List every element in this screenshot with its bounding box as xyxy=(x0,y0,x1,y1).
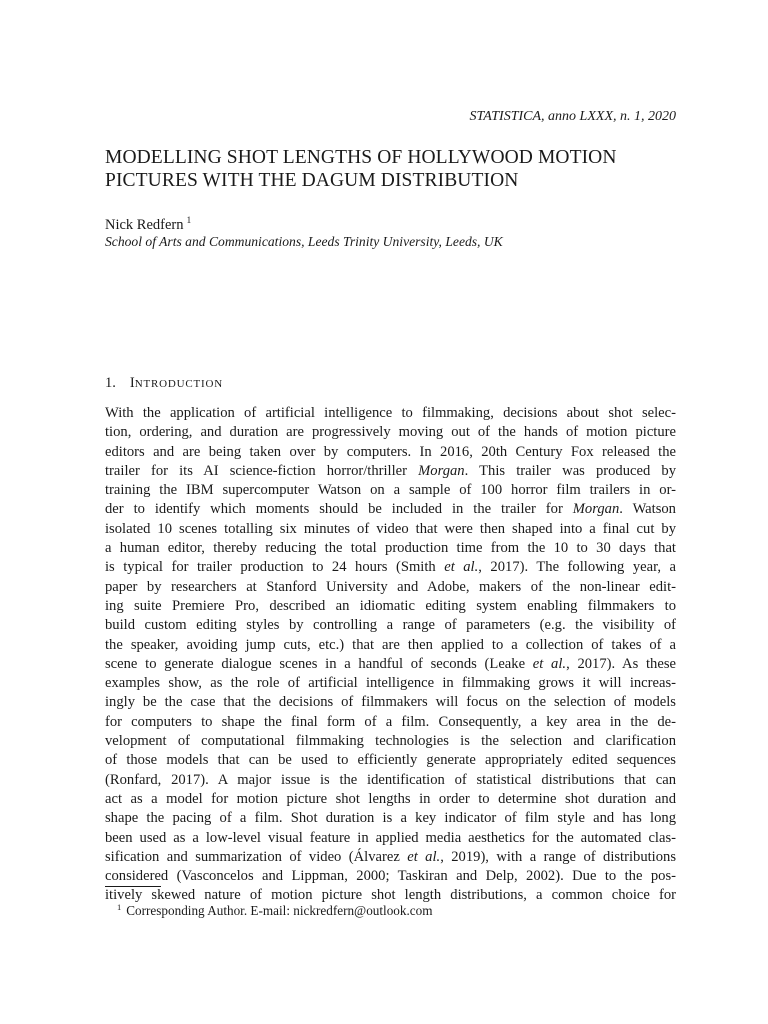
author-name: Nick Redfern xyxy=(105,217,184,233)
body-line xyxy=(105,655,676,674)
body-text-segment: der to identify which moments should be included in the trailer for xyxy=(105,501,573,518)
section-heading xyxy=(105,374,223,393)
body-line: ing suite Premiere Pro, described an idiomatic editing system enabling filmmakers to xyxy=(105,597,676,614)
body-line xyxy=(105,462,676,481)
italic-text: et al. xyxy=(407,848,441,865)
body-paragraph xyxy=(105,404,676,906)
journal-header: STATISTICA, anno LXXX, n. 1, 2020 xyxy=(469,109,676,124)
body-text-segment: is typical for trailer production to 24 hours (Smith xyxy=(105,559,445,576)
body-line: (Ronfard, 2017). A major issue is the identification of statistical distributions that can xyxy=(105,771,676,788)
body-line: been used as a low-level visual feature in applied media aesthetics for the automated clas- xyxy=(105,829,676,846)
body-line: training the IBM supercomputer Watson on a sample of 100 horror film trailers in or- xyxy=(105,482,676,499)
body-line: With the application of artificial intelligence to filmmaking, decisions about shot selec- xyxy=(105,405,676,421)
body-text-segment: , 2017). The following year, a xyxy=(478,559,676,576)
body-line: a human editor, thereby reducing the total production time from the 10 to 30 days that xyxy=(105,540,676,557)
italic-text: Morgan xyxy=(418,462,465,479)
body-line: examples show, as the role of artificial intelligence in filmmaking grows it will increas- xyxy=(105,675,676,692)
body-line: isolated 10 scenes totalling six minutes of video that were then shaped into a final cut by xyxy=(105,520,676,537)
body-line: act as a model for motion picture shot lengths in order to determine shot duration and xyxy=(105,790,676,807)
body-line: velopment of computational filmmaking technologies is the selection and clarification xyxy=(105,733,676,750)
title-line-1: MODELLING SHOT LENGTHS OF HOLLYWOOD MOTION xyxy=(105,147,617,168)
body-line xyxy=(105,558,676,577)
body-text-segment: . This trailer was produced by xyxy=(464,462,676,479)
body-line: build custom editing styles by controlling a range of parameters (e.g. the visibility of xyxy=(105,617,676,634)
section-title-initial: I xyxy=(129,375,135,391)
footnote-text: Corresponding Author. E-mail: nickredfern@outlook.com xyxy=(126,903,433,918)
body-line: paper by researchers at Stanford University and Adobe, makers of the non-linear edit- xyxy=(105,578,676,595)
body-line: tion, ordering, and duration are progressively moving out of the hands of motion picture xyxy=(105,424,676,441)
body-line: for computers to shape the final form of a film. Consequently, a key area in the de- xyxy=(105,713,676,730)
body-text-segment: , 2017). As these xyxy=(566,655,676,672)
title-line-2: PICTURES WITH THE DAGUM DISTRIBUTION xyxy=(105,170,519,191)
body-text-segment: scene to generate dialogue scenes in a handful of seconds (Leake xyxy=(105,655,533,672)
body-line xyxy=(105,848,676,867)
body-text-segment: , 2019), with a range of distributions xyxy=(440,848,676,865)
body-line: ingly be the case that the decisions of filmmakers will focus on the selection of models xyxy=(105,694,676,711)
section-number: 1. xyxy=(105,375,116,391)
body-line: considered (Vasconcelos and Lippman, 2000; Taskiran and Delp, 2002). Due to the pos- xyxy=(105,868,676,885)
body-text-segment: sification and summarization of video (Álvarez xyxy=(105,848,408,865)
body-line xyxy=(105,500,676,519)
author-footnote-marker: 1 xyxy=(186,216,192,226)
body-line: the speaker, avoiding jump cuts, etc.) that are then applied to a collection of takes of a xyxy=(105,636,676,653)
author-line xyxy=(105,212,191,234)
body-text-segment: . Watson xyxy=(619,501,676,518)
footnote-marker: 1 xyxy=(117,902,122,912)
footnote-divider xyxy=(105,886,161,887)
body-line: itively skewed nature of motion picture shot length distributions, a common choice for xyxy=(105,887,676,904)
italic-text: et al. xyxy=(444,559,479,576)
paper-page xyxy=(105,0,676,1024)
section-title-rest: NTRODUCTION xyxy=(134,378,223,390)
body-line: shape the pacing of a film. Shot duration is a key indicator of film style and has long xyxy=(105,810,676,827)
italic-text: et al. xyxy=(532,655,567,672)
body-line: of those models that can be used to efficiently generate appropriately edited sequences xyxy=(105,752,676,769)
italic-text: Morgan xyxy=(572,501,620,518)
body-line: editors and are being taken over by computers. In 2016, 20th Century Fox released the xyxy=(105,443,676,460)
footnote xyxy=(117,898,433,920)
paper-title xyxy=(105,146,676,192)
body-text-segment: trailer for its AI science-fiction horror/thriller xyxy=(105,462,419,479)
author-affiliation: School of Arts and Communications, Leeds Trinity University, Leeds, UK xyxy=(105,234,503,249)
